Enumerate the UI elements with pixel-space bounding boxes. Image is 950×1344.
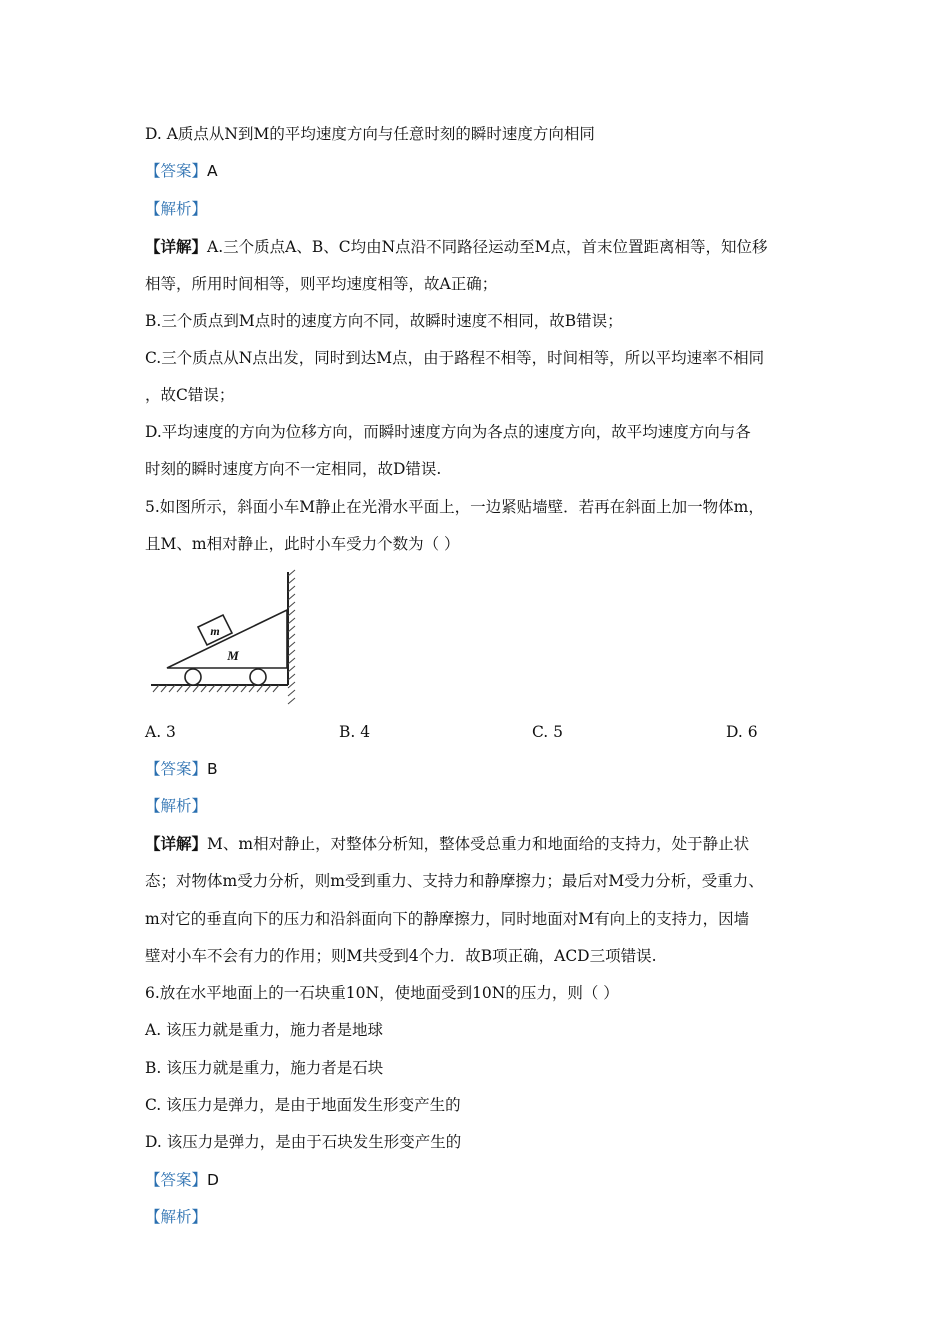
- q4-detail-line-3: B.三个质点到M点时的速度方向不同，故瞬时速度不相同，故B错误；: [145, 312, 623, 330]
- q4-detail-line-5: ，故C错误；: [145, 386, 235, 404]
- detail-text: A.三个质点A、B、C均由N点沿不同路径运动至M点，首末位置距离相等，知位移: [207, 238, 768, 256]
- q4-detail-line-7: 时刻的瞬时速度方向不一定相同，故D错误.: [145, 460, 442, 478]
- q5-detail-line-2: 态；对物体m受力分析，则m受到重力、支持力和静摩擦力；最后对M受力分析，受重力、: [145, 872, 764, 890]
- answer-tag: 【答案】: [145, 162, 208, 180]
- q4-analysis-tag: 【解析】: [145, 200, 208, 218]
- q5-option-d: D. 6: [726, 723, 758, 741]
- q4-answer: [145, 161, 218, 181]
- incline-cart-figure: [145, 568, 305, 708]
- q5-option-c: C. 5: [532, 723, 564, 741]
- q5-detail-line-1: [145, 834, 749, 854]
- q6-answer: [145, 1170, 219, 1190]
- answer-tag: 【答案】: [145, 760, 208, 778]
- q4-detail-line-4: C.三个质点从N点出发，同时到达M点，由于路程不相等，时间相等，所以平均速率不相同: [145, 349, 765, 367]
- answer-value: A: [207, 162, 218, 180]
- answer-value: B: [207, 760, 218, 778]
- wall-hatch: [288, 570, 295, 704]
- q4-option-d: D. A质点从N到M的平均速度方向与任意时刻的瞬时速度方向相同: [145, 125, 595, 143]
- q5-detail-line-4: 壁对小车不会有力的作用；则M共受到4个力．故B项正确，ACD三项错误.: [145, 947, 657, 965]
- q5-answer: [145, 759, 218, 779]
- q6-option-b: B. 该压力就是重力，施力者是石块: [145, 1059, 384, 1077]
- q4-detail-line-1: [145, 237, 768, 257]
- q5-detail-line-3: m对它的垂直向下的压力和沿斜面向下的静摩擦力，同时地面对M有向上的支持力，因墙: [145, 910, 750, 928]
- detail-tag: 【详解】: [145, 237, 208, 256]
- q5-option-a: A. 3: [145, 723, 176, 741]
- q6-stem: 6.放在水平地面上的一石块重10N，使地面受到10N的压力，则（ ）: [145, 984, 619, 1002]
- q6-option-c: C. 该压力是弹力，是由于地面发生形变产生的: [145, 1096, 461, 1114]
- detail-text: M、m相对静止，对整体分析知，整体受总重力和地面给的支持力，处于静止状: [207, 835, 750, 853]
- q6-analysis-tag: 【解析】: [145, 1208, 208, 1226]
- answer-value: D: [207, 1171, 219, 1189]
- q6-option-d: D. 该压力是弹力，是由于石块发生形变产生的: [145, 1133, 462, 1151]
- cart-label: M: [227, 648, 239, 663]
- block-label: m: [210, 624, 220, 638]
- q5-option-b: B. 4: [339, 723, 371, 741]
- q5-analysis-tag: 【解析】: [145, 797, 208, 815]
- answer-tag: 【答案】: [145, 1171, 208, 1189]
- q5-stem-line-2: 且M、m相对静止，此时小车受力个数为（ ）: [145, 535, 460, 553]
- q6-option-a: A. 该压力就是重力，施力者是地球: [145, 1021, 384, 1039]
- wheel-left: [185, 669, 201, 685]
- q5-stem-line-1: 5.如图所示，斜面小车M静止在光滑水平面上，一边紧贴墙壁．若再在斜面上加一物体m，: [145, 498, 764, 516]
- detail-tag: 【详解】: [145, 834, 208, 853]
- q4-detail-line-2: 相等，所用时间相等，则平均速度相等，故A正确；: [145, 275, 498, 293]
- wheel-right: [250, 669, 266, 685]
- q4-detail-line-6: D.平均速度的方向为位移方向，而瞬时速度方向为各点的速度方向，故平均速度方向与各: [145, 423, 751, 441]
- ground-hatch: [153, 685, 279, 692]
